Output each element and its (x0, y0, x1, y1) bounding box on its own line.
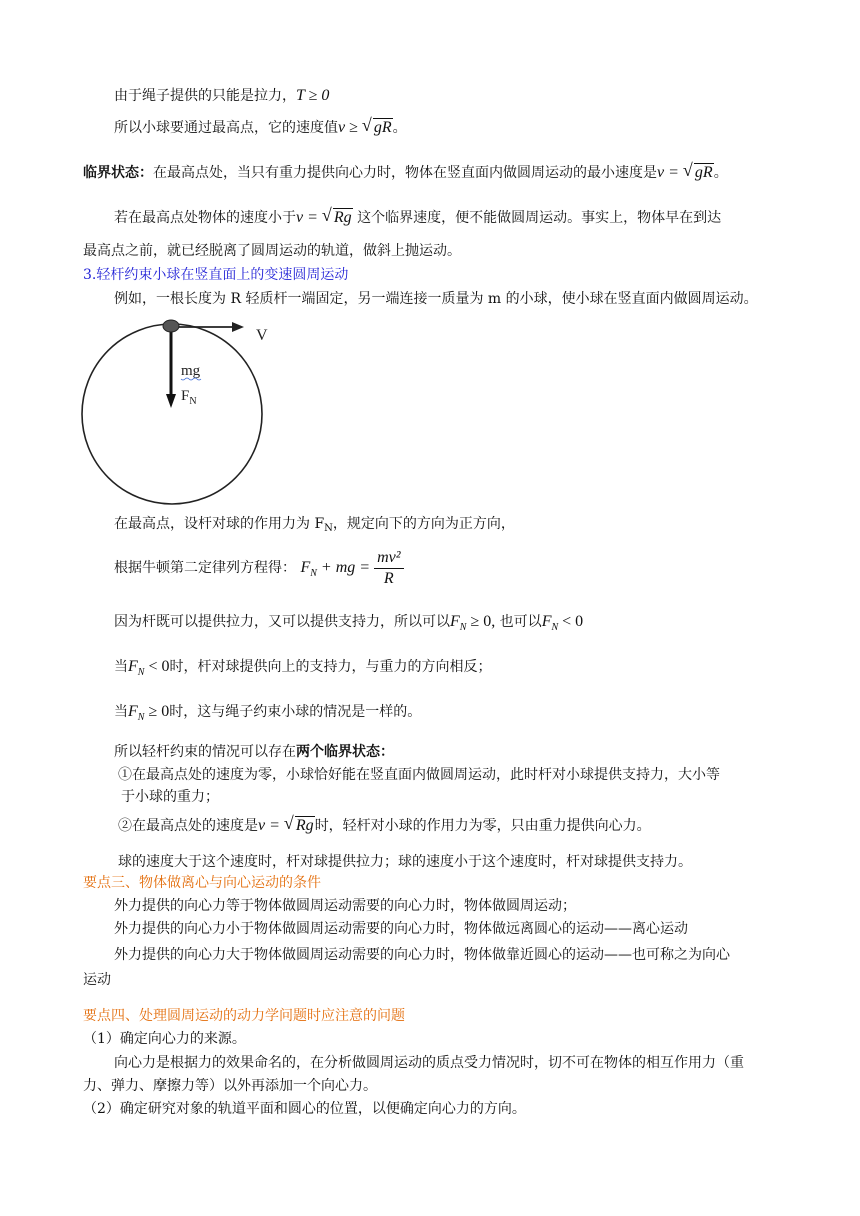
rod-ball-figure (78, 314, 288, 510)
line-critical-1a: ①在最高点处的速度为零，小球恰好能在竖直面内做圆周运动，此时杆对小球提供支持力，大小等 (118, 767, 720, 783)
line-critical-1b: 于小球的重力； (121, 789, 219, 805)
ball (163, 320, 179, 332)
velocity-label: V (256, 327, 268, 344)
line-fn-nonnegative: 当$F_N \ge 0$时，这与绳子约束小球的情况是一样的。 (114, 703, 422, 723)
equation: $F_N$ + mg = (300, 559, 375, 579)
section-heading-three: 要点三、物体做离心与向心运动的条件 (83, 875, 321, 891)
line-centrifugal: 外力提供的向心力小于物体做圆周运动需要的向心力时，物体做远离圆心的运动——离心运动 (114, 921, 688, 937)
math-t-geq-0: T ≥ 0 (296, 87, 330, 104)
line-projectile: 最高点之前，就已经脱离了圆周运动的轨道，做斜上抛运动。 (83, 243, 461, 259)
line-rod-both-forces: 因为杆既可以提供拉力，又可以提供支持力，所以可以$F_N \ge 0$, 也可以$F_N < 0$ (114, 613, 584, 633)
line-below-critical: 若在最高点处物体的速度小于v = √ Rg 这个临界速度，便不能做圆周运动。事实上，物体早在到达 (114, 205, 722, 226)
line-equal-force: 外力提供的向心力等于物体做圆周运动需要的向心力时，物体做圆周运动； (114, 898, 576, 914)
line-force-definition: 在最高点，设杆对球的作用力为 $F_N$，规定向下的方向为正方向， (114, 516, 515, 534)
line-critical-2: ②在最高点处的速度是v = √ Rg时，轻杆对小球的作用力为零，只由重力提供向心力。 (118, 813, 651, 834)
force-arrowhead (166, 394, 176, 408)
line-item-1: （1）确定向心力的来源。 (83, 1031, 246, 1047)
line-rope-tension: 由于绳子提供的只能是拉力，T ≥ 0 (114, 87, 330, 104)
line-speed-compare: 球的速度大于这个速度时，杆对球提供拉力；球的速度小于这个速度时，杆对球提供支持力。 (118, 854, 692, 870)
sqrt-gr-critical: √ gR (682, 160, 713, 181)
line-centripetal-b: 运动 (83, 972, 111, 988)
normal-force-label: $F_N$ (181, 388, 197, 407)
line-newton-equation: 根据牛顿第二定律列方程得： $F_N$ + mg = $\frac{\text{mv²}}{R}$ (114, 546, 404, 596)
line-min-speed: 所以小球要通过最高点，它的速度值v ≥ √ gR。 (114, 115, 407, 136)
section-heading-rod: 3.轻杆约束小球在竖直面上的变速圆周运动 (83, 267, 349, 283)
line-item-1-detail-b: 力、弹力、摩擦力等）以外再添加一个向心力。 (83, 1078, 377, 1094)
sqrt-gr: √ gR (361, 115, 392, 136)
line-rod-example: 例如，一根长度为 R 轻质杆一端固定，另一端连接一质量为 m 的小球，使小球在竖直面内做圆周运动。 (114, 291, 758, 307)
line-fn-negative: 当$F_N < 0$时，杆对球提供向上的支持力，与重力的方向相反； (114, 658, 492, 678)
gravity-label: mg (181, 363, 201, 379)
fraction-mv2-r: $\frac{\text{mv²}}{R}$ (374, 548, 403, 589)
section-heading-four: 要点四、处理圆周运动的动力学问题时应注意的问题 (83, 1008, 405, 1024)
line-critical-state: 临界状态：在最高点处，当只有重力提供向心力时，物体在竖直面内做圆周运动的最小速度是v = √ gR。 (83, 160, 728, 181)
velocity-arrowhead (232, 322, 244, 332)
line-centripetal-a: 外力提供的向心力大于物体做圆周运动需要的向心力时，物体做靠近圆心的运动——也可称之为向心 (114, 947, 730, 963)
line-item-2: （2）确定研究对象的轨道平面和圆心的位置，以便确定向心力的方向。 (83, 1101, 526, 1117)
line-two-critical: 所以轻杆约束的情况可以存在两个临界状态： (114, 744, 394, 760)
sqrt-rg-2: √ Rg (283, 813, 314, 834)
sqrt-rg: √ Rg (321, 205, 352, 226)
critical-label: 临界状态： (83, 165, 153, 181)
line-item-1-detail-a: 向心力是根据力的效果命名的，在分析做圆周运动的质点受力情况时，切不可在物体的相互作用力（重 (114, 1055, 744, 1071)
